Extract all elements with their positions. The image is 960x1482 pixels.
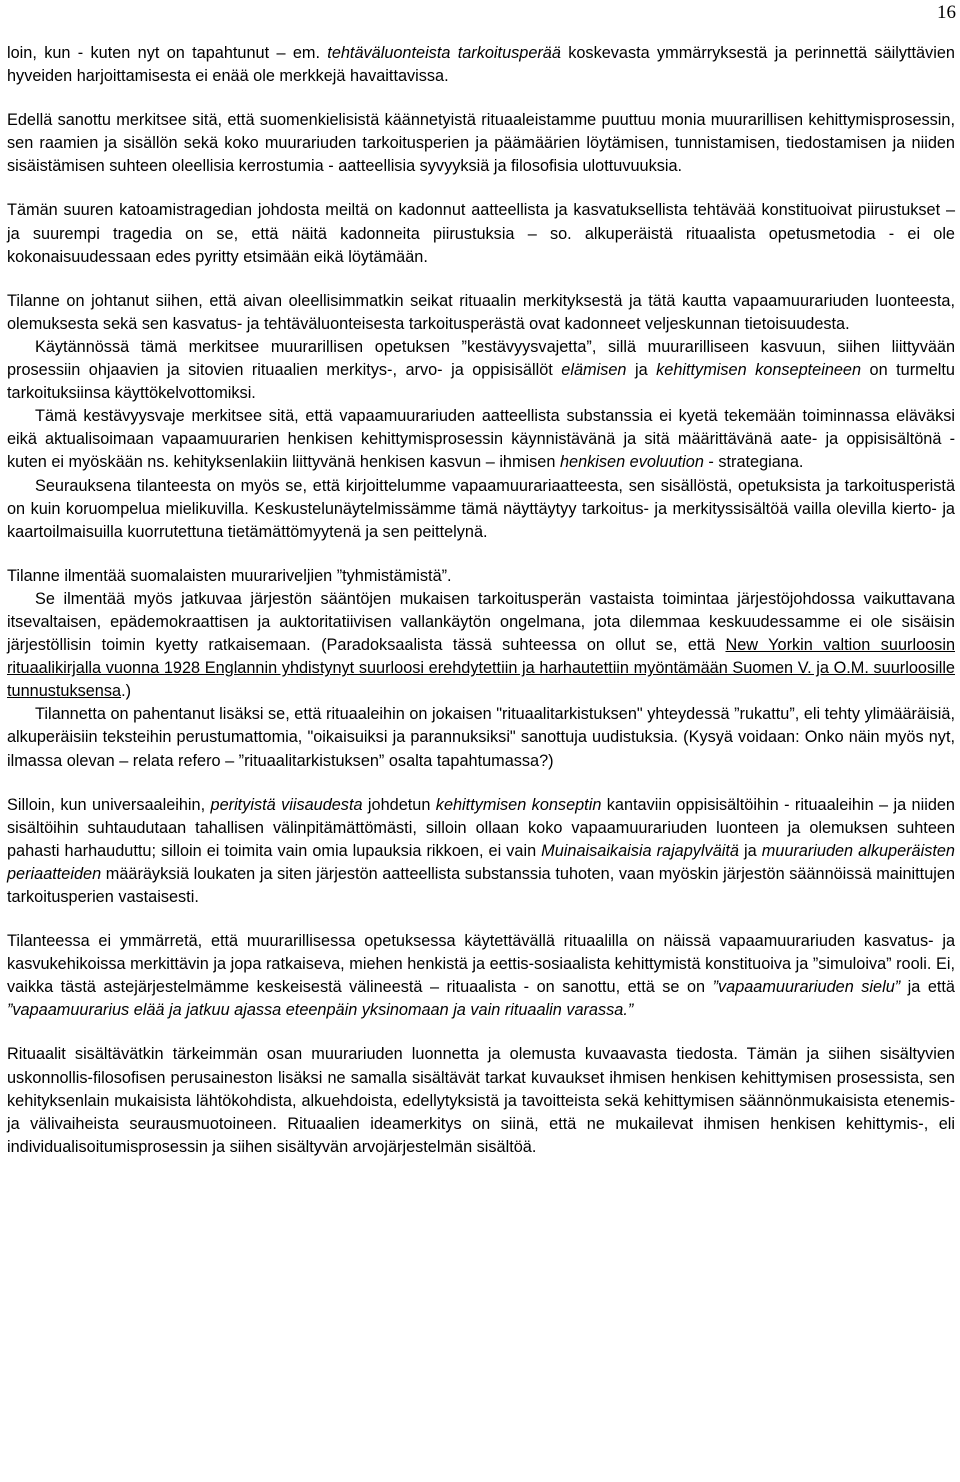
text-run: Seurauksena tilanteesta on myös se, että kirjoittelumme vapaamuurariaatteesta, sen sisällöstä, opetuksista ja tarkoitusperistä on kuin koruompelua mielikuvilla. Keskustelunäytelmissämme tämä näyttäytyy tarkoitus- ja merkityssisältöä vailla olevilla kierto- ja kaartoilmaisuilla kuorrutettuna tietämättömyytenä ja sen peittelynä.: [7, 476, 955, 541]
text-run: loin, kun - kuten nyt on tapahtunut – em.: [7, 44, 328, 62]
text-run: Edellä sanottu merkitsee sitä, että suomenkielisistä käännetyistä rituaaleistamme puuttuu monia muurarillisen kehittymisprosessin, sen raamien ja sisällön sekä koko muurariuden tarkoitusperien ja päämäärien löytämisen, tunnistamisen, tiedostamisen ja niiden sisäistämisen suhteen oleellisia kerrostumia - aatteellisia syvyyksiä ja filosofisia ulottuvuuksia.: [7, 111, 955, 176]
text-run: Tilanne on johtanut siihen, että aivan oleellisimmatkin seikat rituaalin merkityksestä ja tätä kautta vapaamuurariuden luonteesta, olemuksesta sekä sen kasvatus- ja tehtäväluonteisesta tarkoitusperästä ovat kadonneet veljeskunnan tietoisuudesta.: [7, 291, 955, 333]
emphasized-text: henkisen evoluution: [559, 453, 704, 472]
paragraph: [7, 703, 955, 772]
paragraph: [7, 794, 955, 909]
emphasized-text: Muinaisaikaisia rajapylväitä: [541, 841, 739, 860]
text-run: määräyksiä loukaten ja siten järjestön aatteellista substanssia tuhoten, vaan myöskin järjestön säännöissä mainittujen tarkoitusperien vastaisesti.: [7, 864, 955, 906]
text-run: Tilannetta on pahentanut lisäksi se, että rituaaleihin on jokaisen "rituaalitarkistuksen" yhteydessä ”rukattu”, eli tehty ylimääräisiä, alkuperäisiin teksteihin perustumattomia, "oikaisuiksi ja parannuksiksi" sanottuja uudistuksia. (Kysyä voidaan: Onko näin myös nyt, ilmassa olevan – relata refero – ”rituaalitarkistuksen” osalta tapahtumassa?): [7, 705, 955, 770]
paragraph: [7, 1043, 955, 1158]
paragraph: [7, 42, 955, 88]
paragraph: [7, 336, 955, 405]
text-run: Se ilmentää myös jatkuvaa järjestön sääntöjen mukaisen tarkoitusperän vastaista toimintaa järjestöjohdossa vaikuttavana itsevaltaisen, epädemokraattisen ja auktoritatiivisen vallankäytön ongelmana, jota dilemmaa keskuudessamme ei ole sisäisin järjestöllisin toimin kyetty ratkaisemaan. (Paradoksaalista tässä suhteessa on ollut se, että: [7, 589, 955, 655]
text-run: Tämä kestävyysvaje merkitsee sitä, että vapaamuurariuden aatteellista substanssia ei kyetä tekemään toiminnassa eläväksi eikä aktualisoimaan vapaamuurarien henkisen kehittymisprosessin käynnistävänä ja sitä määrittävänä aate- ja oppisisältönä - kuten ei myöskään ns. kehityksenlakiin liittyvänä henkisen kasvun – ihmisen: [7, 407, 955, 472]
emphasized-text: kehittymisen konsepteineen: [656, 361, 862, 380]
paragraph: [7, 290, 955, 336]
emphasized-text: ”vapaamuurarius elää ja jatkuu ajassa eteenpäin yksinomaan ja vain rituaalin varassa.”: [7, 1001, 634, 1020]
document-body: [7, 42, 955, 1159]
paragraph: [7, 475, 955, 544]
text-run: .): [121, 682, 132, 701]
paragraph: [7, 930, 955, 1022]
text-run: Käytännössä tämä merkitsee muurarillisen opetuksen ”kestävyysvajetta”, sillä muurarilliseen kasvuun, siihen liittyvään prosessiin ohjaavien ja sitovien rituaalien merkitys-, arvo- ja oppisisällöt: [7, 337, 955, 380]
emphasized-text: tehtäväluonteista tarkoitusperää: [327, 44, 561, 62]
emphasized-text: elämisen: [561, 361, 627, 380]
emphasized-text: ”vapaamuurariuden sielu”: [712, 978, 901, 997]
text-run: Tilanteessa ei ymmärretä, että muurarillisessa opetuksessa käytettävällä rituaalilla on näissä vapaamuurariuden kasvatus- ja kasvukehikoissa merkittävin ja jopa ratkaiseva, miehen henkistä ja eettis-sosiaalista kehittymistä konstituoiva ja ”simuloiva” rooli. Ei, vaikka tästä astejärjestelmämme keskeisestä välineestä – rituaalista - on sanottu, että se on: [7, 932, 955, 997]
text-run: Tilanne ilmentää suomalaisten muurariveljien ”tyhmistämistä”.: [7, 566, 452, 585]
page-number: 16: [937, 2, 956, 23]
paragraph: [7, 109, 955, 178]
paragraph: [7, 199, 955, 268]
emphasized-text: kehittymisen konseptin: [435, 795, 602, 814]
text-run: Tämän suuren katoamistragedian johdosta meiltä on kadonnut aatteellista ja kasvatuksellista tehtävää konstituoivat piirustukset – ja suurempi tragedia on se, että näitä kadonneita piirustuksia – so. alkuperäistä rituaalista opetusmetodia - ei ole kokonaisuudessaan edes pyritty etsimään eikä löytämään.: [7, 201, 955, 266]
text-run: kantaviin oppisisältöihin - rituaaleihin – ja niiden sisältöihin suhtaudutaan tahallisen välinpitämättömästi, silloin ollaan koko vapaamuurariuden luonteen ja olemuksen suhteen pahasti harhauduttu; silloin ei toimita vain omia lupauksia rikkoen, ei vain: [7, 795, 955, 860]
text-run: ja: [738, 841, 762, 860]
hyperlink[interactable]: New Yorkin valtion suurloosin rituaalikirjalla vuonna 1928 Englannin yhdistynyt suurloosi erehdytettiin ja harhautettiin myöntämään Suomen V. ja O.M. suurloosille tunnustuksensa: [7, 636, 955, 701]
emphasized-text: muurariuden alkuperäisten periaatteiden: [7, 841, 955, 883]
text-run: - strategiana.: [703, 453, 804, 472]
paragraph: [7, 588, 955, 703]
text-run: johdetun: [362, 795, 436, 814]
text-run: on turmeltu tarkoituksiinsa käyttökelvottomiksi.: [7, 361, 955, 403]
text-run: Silloin, kun universaaleihin,: [7, 795, 211, 814]
text-run: ja että: [900, 978, 955, 997]
text-run: ja: [626, 361, 657, 380]
emphasized-text: perityistä viisaudesta: [210, 795, 363, 814]
text-run: Rituaalit sisältävätkin tärkeimmän osan muurariuden luonnetta ja olemusta kuvaavasta tiedosta. Tämän ja siihen sisältyvien uskonnollis-filosofisen perusaineston lisäksi ne samalla sisältävät tarkat kuvaukset ihmisen henkisen kehittymisen prosessista, sen kehityksenlain mukaisista lähtökohdista, alkuehdoista, edellytyksistä ja tavoitteista sekä kehittymisen säännönmukaisista etenemis- ja välivaiheista seurausmuotoineen. Rituaalien ideamerkitys on siinä, että ne mukailevat ihmisen henkisen kehittymis-, eli individualisoitumisprosessin ja siihen sisältyvän arvojärjestelmän sisältöä.: [7, 1045, 955, 1156]
paragraph: [7, 565, 955, 588]
paragraph: [7, 405, 955, 474]
text-run: koskevasta ymmärryksestä ja perinnettä säilyttävien hyveiden harjoittamisesta ei enää ole merkkejä havaittavissa.: [7, 44, 955, 86]
